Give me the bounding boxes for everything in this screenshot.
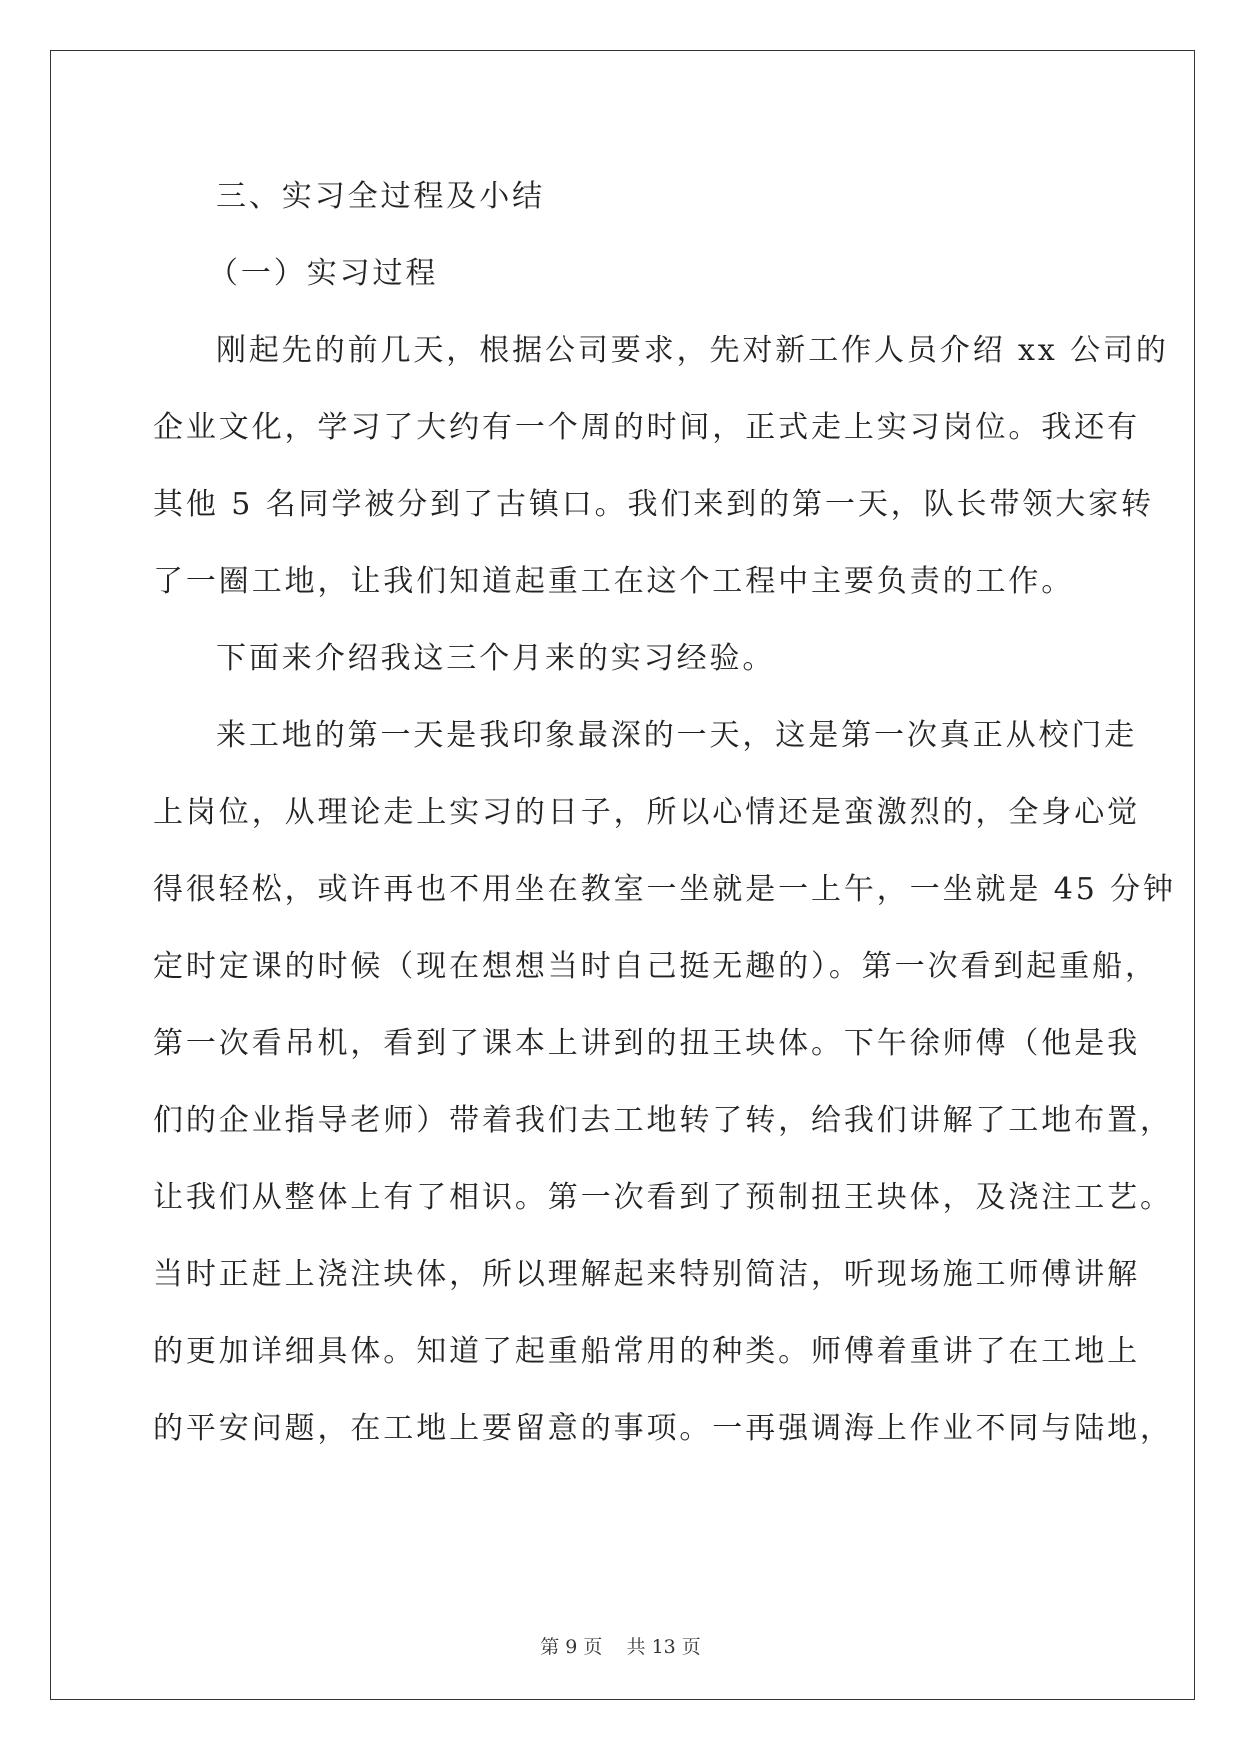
text-line: 刚起先的前几天，根据公司要求，先对新工作人员介绍 xx 公司的 [216,333,1169,368]
text-line: 来工地的第一天是我印象最深的一天，这是第一次真正从校门走 [216,718,1138,753]
paragraph-1 [153,312,1169,620]
page-total: 共 13 页 [626,1636,701,1658]
text-line: 们的企业指导老师）带着我们去工地转了转，给我们讲解了工地布置， [153,1103,1173,1138]
text-line: 了一圈工地，让我们知道起重工在这个工程中主要负责的工作。 [153,564,1075,599]
text-line: 其他 5 名同学被分到了古镇口。我们来到的第一天，队长带领大家转 [153,487,1154,522]
paragraph-2 [153,620,1097,697]
text-line: 当时正赶上浇注块体，所以理解起来特别简洁，听现场施工师傅讲解 [153,1257,1140,1292]
text-line: 的平安问题，在工地上要留意的事项。一再强调海上作业不同与陆地， [153,1411,1173,1446]
text-line: 得很轻松，或许再也不用坐在教室一坐就是一上午，一坐就是 45 分钟 [153,872,1176,907]
text-line: 让我们从整体上有了相识。第一次看到了预制扭王块体，及浇注工艺。 [153,1180,1173,1215]
page-footer [0,1632,1241,1659]
section-subheading: （一）实习过程 [208,256,439,291]
text-line: 下面来介绍我这三个月来的实习经验。 [216,641,776,676]
document-body [153,158,1176,1467]
section-heading: 三、实习全过程及小结 [216,179,545,214]
text-line: 定时定课的时候（现在想想当时自己挺无趣的）。第一次看到起重船， [153,949,1158,984]
paragraph-3 [153,697,1176,1467]
text-line: 的更加详细具体。知道了起重船常用的种类。师傅着重讲了在工地上 [153,1334,1140,1369]
text-line: 上岗位，从理论走上实习的日子，所以心情还是蛮激烈的，全身心觉 [153,795,1140,830]
text-line: 第一次看吊机，看到了课本上讲到的扭王块体。下午徐师傅（他是我 [153,1026,1140,1061]
text-line: 企业文化，学习了大约有一个周的时间，正式走上实习岗位。我还有 [153,410,1140,445]
page-number: 第 9 页 [540,1636,603,1658]
